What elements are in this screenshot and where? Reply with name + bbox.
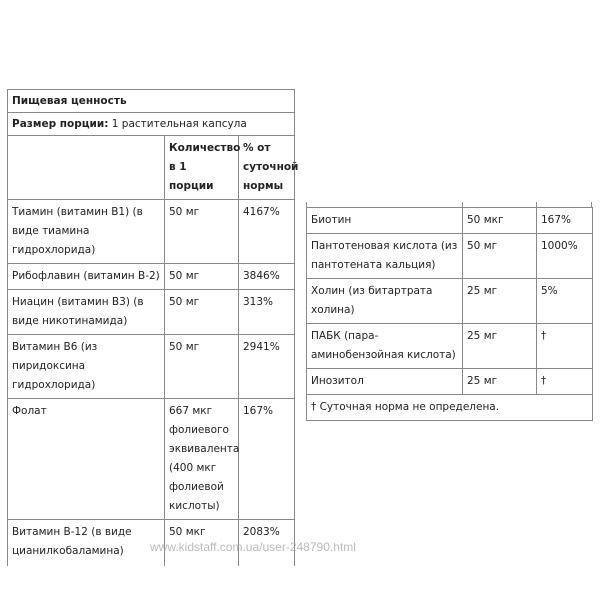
watermark: www.kidstaff.com.ua/user-248790.html [150,540,356,554]
nutrient-name: Пантотеновая кислота (из пантотената кальция) [307,234,463,279]
header-cell: % от суточной нормы [239,136,295,200]
amount: 50 мкг [165,520,239,567]
nutrient-name: Фолат [8,399,165,520]
table-row [8,335,295,399]
nutrient-name: Инозитол [307,369,463,395]
amount: 50 мкг [463,208,537,234]
table-row [8,399,295,520]
daily-value: 3846% [239,264,295,290]
daily-value: 313% [239,290,295,335]
table-row [8,264,295,290]
nutrition-table-left [7,89,299,566]
nutrient-name: Ниацин (витамин B3) (в виде никотинамида) [8,290,165,335]
daily-value: 167% [537,208,593,234]
amount: 50 мг [463,234,537,279]
header-cell: Количество в 1 порции [165,136,239,200]
table-title-row [8,90,295,113]
table-row [307,324,593,369]
serving-value: 1 растительная капсула [108,118,247,130]
serving-row [8,113,295,136]
footnote-row [307,395,593,421]
nutrient-name: Биотин [307,208,463,234]
daily-value: 2941% [239,335,295,399]
amount: 25 мг [463,279,537,324]
amount: 50 мг [165,200,239,264]
daily-value: 1000% [537,234,593,279]
daily-value: 5% [537,279,593,324]
table-row [307,369,593,395]
nutrient-name: Витамин B6 (из пиридоксина гидрохлорида) [8,335,165,399]
table-row [307,279,593,324]
nutrient-name: Рибофлавин (витамин B-2) [8,264,165,290]
amount: 50 мг [165,264,239,290]
table-row [307,234,593,279]
serving-label: Размер порции: [12,118,109,130]
daily-value: † [537,324,593,369]
header-row [8,136,295,200]
nutrient-name: Витамин B-12 (в виде цианилкобаламина) [8,520,165,567]
table-title: Пищевая ценность [12,95,127,107]
table-row [307,208,593,234]
table-row [8,290,295,335]
nutrition-table-right [306,207,593,421]
nutrient-name: Холин (из битартрата холина) [307,279,463,324]
amount: 50 мг [165,290,239,335]
amount: 50 мг [165,335,239,399]
amount: 25 мг [463,324,537,369]
footnote: † Суточная норма не определена. [307,395,593,421]
daily-value: 4167% [239,200,295,264]
nutrient-name: ПАБК (пара-аминобензойная кислота) [307,324,463,369]
daily-value: 2083% [239,520,295,567]
nutrient-name: Тиамин (витамин B1) (в виде тиамина гидрохлорида) [8,200,165,264]
amount: 25 мг [463,369,537,395]
daily-value: † [537,369,593,395]
amount: 667 мкг фолиевого эквивалента (400 мкг фолиевой кислоты) [165,399,239,520]
table-row [8,200,295,264]
header-cell [8,136,165,200]
daily-value: 167% [239,399,295,520]
